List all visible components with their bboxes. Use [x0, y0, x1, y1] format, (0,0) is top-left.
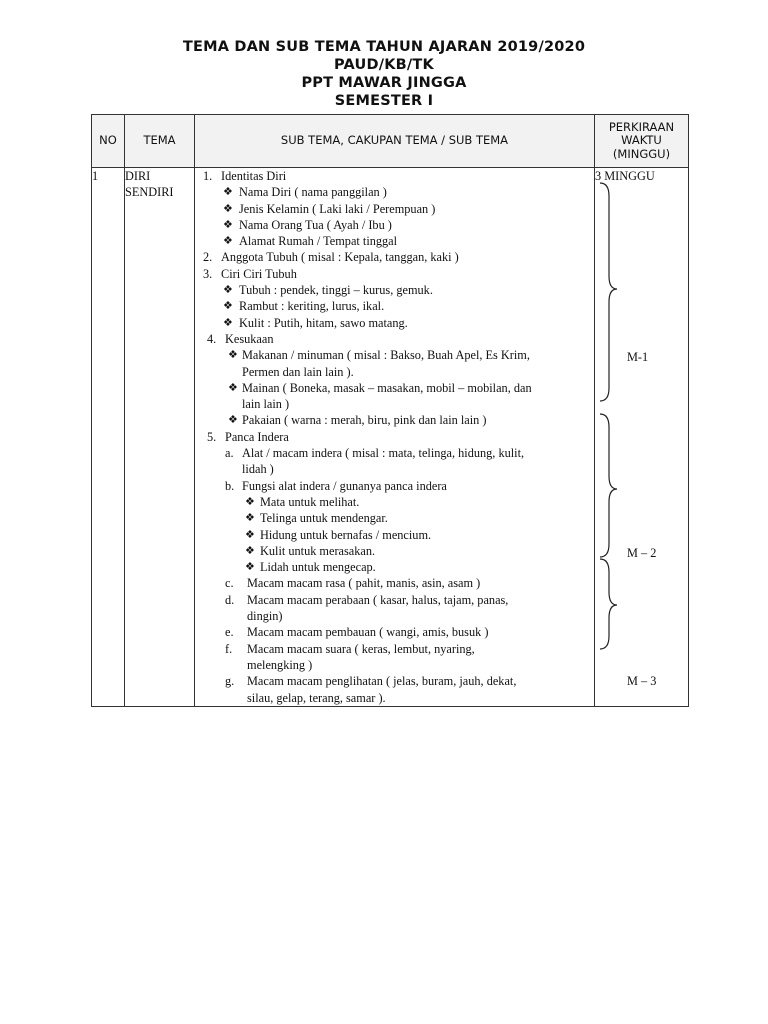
list-item	[195, 249, 594, 265]
list-item	[195, 331, 594, 347]
estimate-m3: M – 3	[627, 674, 657, 688]
list-item-text: Panca Indera	[225, 429, 289, 444]
list-item	[195, 201, 594, 217]
list-item-text: Macam macam rasa ( pahit, manis, asin, asam )	[247, 576, 481, 591]
list-item-text: Fungsi alat indera / gunanya panca indera	[242, 478, 447, 493]
list-marker: g.	[225, 674, 235, 689]
col-header-tema: TEMA	[125, 115, 195, 168]
list-item	[195, 543, 594, 559]
list-item-text: Permen dan lain lain ).	[242, 364, 354, 379]
header-title: TEMA DAN SUB TEMA TAHUN AJARAN 2019/2020	[182, 39, 586, 55]
list-item	[195, 527, 594, 543]
bullet-diamond-icon: ❖	[223, 186, 233, 199]
tema-line1: DIRI	[125, 169, 151, 183]
list-marker: 2.	[203, 250, 213, 265]
list-item	[195, 559, 594, 575]
list-item	[195, 624, 594, 640]
cell-subtema	[195, 168, 595, 707]
list-item-text: Jenis Kelamin ( Laki laki / Perempuan )	[239, 201, 436, 216]
list-marker: f.	[225, 641, 233, 656]
list-marker: e.	[225, 625, 234, 640]
bullet-diamond-icon: ❖	[245, 561, 255, 574]
estimate-total: 3 MINGGU	[595, 169, 655, 183]
brace-lines	[595, 168, 689, 708]
list-item	[195, 608, 594, 624]
list-item	[195, 445, 594, 461]
tema-line2: SENDIRI	[125, 185, 174, 200]
col-header-no: NO	[92, 115, 125, 168]
header-semester: SEMESTER I	[334, 93, 434, 109]
theme-table	[91, 114, 689, 707]
table-row	[92, 168, 689, 707]
list-marker: 4.	[207, 331, 217, 346]
brace-m1	[600, 183, 617, 401]
list-item-text: Macam macam pembauan ( wangi, amis, busuk )	[247, 625, 489, 640]
list-item-text: Macam macam penglihatan ( jelas, buram, jauh, dekat,	[247, 674, 517, 689]
list-item-text: lain lain )	[242, 397, 290, 412]
list-item	[195, 266, 594, 282]
list-item	[195, 298, 594, 314]
list-item	[195, 233, 594, 249]
list-marker: 1.	[203, 169, 213, 183]
list-item-text: Macam macam suara ( keras, lembut, nyaring,	[247, 641, 475, 656]
list-item-text: Pakaian ( warna : merah, biru, pink dan lain lain )	[242, 413, 487, 428]
list-marker: c.	[225, 576, 234, 591]
list-item	[195, 494, 594, 510]
bullet-diamond-icon: ❖	[223, 316, 233, 329]
list-item-text: dingin)	[247, 609, 283, 624]
list-item-text: Lidah untuk mengecap.	[260, 560, 376, 575]
list-item-text: Makanan / minuman ( misal : Bakso, Buah Apel, Es Krim,	[242, 348, 530, 363]
list-item	[195, 217, 594, 233]
col-header-estimate-line2: WAKTU	[621, 133, 662, 148]
list-item	[195, 461, 594, 477]
list-item-text: Macam macam perabaan ( kasar, halus, tajam, panas,	[247, 592, 509, 607]
list-item-text: Mata untuk melihat.	[260, 494, 360, 509]
list-item	[195, 429, 594, 445]
list-item	[195, 364, 594, 380]
list-item	[195, 282, 594, 298]
list-marker: b.	[225, 478, 235, 493]
list-item-text: Alat / macam indera ( misal : mata, telinga, hidung, kulit,	[242, 446, 525, 461]
list-item-text: Kesukaan	[225, 331, 274, 346]
bullet-diamond-icon: ❖	[223, 284, 233, 297]
header-level: PAUD/KB/TK	[334, 57, 434, 73]
col-header-estimate-line1: PERKIRAAN	[608, 119, 675, 134]
list-item	[195, 380, 594, 396]
cell-no: 1	[92, 168, 125, 707]
col-header-subtema: SUB TEMA, CAKUPAN TEMA / SUB TEMA	[195, 115, 595, 168]
bullet-diamond-icon: ❖	[228, 414, 238, 427]
cell-estimate	[595, 168, 689, 707]
bullet-diamond-icon: ❖	[228, 381, 238, 394]
list-item-text: Ciri Ciri Tubuh	[221, 266, 297, 281]
list-item-text: Tubuh : pendek, tinggi – kurus, gemuk.	[239, 283, 433, 298]
list-item-text: Hidung untuk bernafas / mencium.	[260, 527, 432, 542]
bullet-diamond-icon: ❖	[245, 512, 255, 525]
list-item-text: silau, gelap, terang, samar ).	[247, 690, 386, 705]
list-item-text: Alamat Rumah / Tempat tinggal	[239, 234, 398, 249]
list-marker: 5.	[207, 429, 217, 444]
list-item	[195, 347, 594, 363]
list-marker: d.	[225, 592, 235, 607]
list-item-text: Identitas Diri	[221, 169, 287, 183]
list-item-text: Nama Orang Tua ( Ayah / Ibu )	[239, 217, 392, 232]
document-header	[0, 38, 768, 110]
list-item	[195, 396, 594, 412]
brace-m3	[600, 559, 617, 649]
list-item-text: Kulit : Putih, hitam, sawo matang.	[239, 315, 408, 330]
list-item-text: Rambut : keriting, lurus, ikal.	[239, 299, 385, 314]
list-item	[195, 657, 594, 673]
subtema-list	[195, 168, 594, 706]
bullet-diamond-icon: ❖	[223, 300, 233, 313]
list-item	[195, 315, 594, 331]
list-item	[195, 592, 594, 608]
list-item-text: Telinga untuk mendengar.	[260, 511, 388, 526]
table-header-row	[92, 115, 689, 168]
list-marker: a.	[225, 446, 234, 461]
list-item	[195, 412, 594, 428]
col-header-estimate	[595, 115, 689, 168]
list-item	[195, 641, 594, 657]
bullet-diamond-icon: ❖	[228, 349, 238, 362]
header-school: PPT MAWAR JINGGA	[301, 75, 467, 91]
list-item-text: melengking )	[247, 657, 313, 672]
list-item-text: Anggota Tubuh ( misal : Kepala, tanggan, kaki )	[221, 250, 459, 265]
bullet-diamond-icon: ❖	[245, 544, 255, 557]
list-item	[195, 168, 594, 184]
list-item-text: Mainan ( Boneka, masak – masakan, mobil – mobilan, dan	[242, 380, 532, 395]
list-item	[195, 184, 594, 200]
bullet-diamond-icon: ❖	[245, 528, 255, 541]
list-item	[195, 478, 594, 494]
list-item	[195, 575, 594, 591]
col-header-estimate-line3: (MINGGU)	[612, 146, 671, 161]
estimate-m2: M – 2	[627, 546, 657, 560]
bullet-diamond-icon: ❖	[223, 202, 233, 215]
list-item	[195, 690, 594, 706]
list-item	[195, 673, 594, 689]
bullet-diamond-icon: ❖	[223, 235, 233, 248]
brace-m2	[600, 414, 617, 557]
list-item-text: Kulit untuk merasakan.	[260, 543, 376, 558]
cell-tema	[125, 168, 195, 707]
estimate-m1: M-1	[627, 350, 649, 364]
list-marker: 3.	[203, 266, 213, 281]
list-item-text: lidah )	[242, 462, 274, 477]
list-item	[195, 510, 594, 526]
bullet-diamond-icon: ❖	[245, 495, 255, 508]
bullet-diamond-icon: ❖	[223, 218, 233, 231]
list-item-text: Nama Diri ( nama panggilan )	[239, 185, 387, 200]
